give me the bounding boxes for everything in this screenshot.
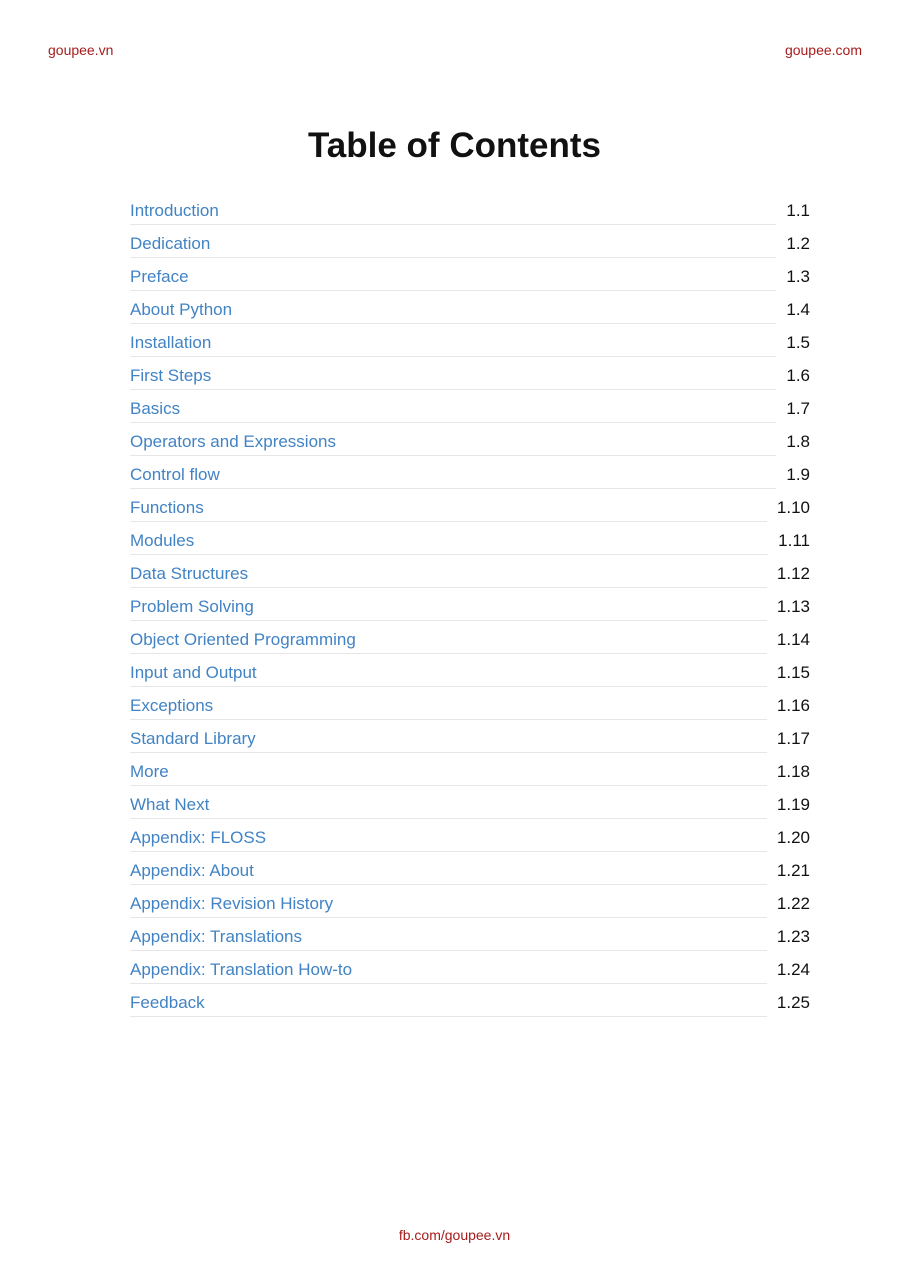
toc-entry: [130, 524, 810, 557]
toc-entry: [130, 260, 810, 293]
toc-entry: [130, 887, 810, 920]
toc-entry-number: 1.4: [786, 300, 810, 319]
toc-entry-link[interactable]: Preface: [130, 260, 776, 291]
toc-entry: [130, 689, 810, 722]
toc-entry-link[interactable]: Dedication: [130, 227, 776, 258]
toc-entry-link[interactable]: Standard Library: [130, 722, 767, 753]
toc-entry-number: 1.23: [776, 927, 810, 946]
toc-entry-link[interactable]: Control flow: [130, 458, 776, 489]
toc-entry-number: 1.25: [776, 993, 810, 1012]
toc-entry-number: 1.11: [778, 531, 810, 550]
toc-entry-number: 1.17: [776, 729, 810, 748]
toc-entry-number: 1.2: [786, 234, 810, 253]
toc-entry-link[interactable]: First Steps: [130, 359, 776, 390]
toc-entry-link[interactable]: What Next: [130, 788, 767, 819]
toc-entry-link[interactable]: Basics: [130, 392, 776, 423]
toc-entry: [130, 392, 810, 425]
toc-entry-number: 1.10: [776, 498, 810, 517]
toc-entry-link[interactable]: Introduction: [130, 194, 776, 225]
toc-entry: [130, 953, 810, 986]
toc-entry-link[interactable]: Appendix: Translation How-to: [130, 953, 767, 984]
toc-entry: [130, 326, 810, 359]
toc-entry-link[interactable]: About Python: [130, 293, 776, 324]
toc-entry: [130, 491, 810, 524]
toc-entry-link[interactable]: Data Structures: [130, 557, 767, 588]
toc-entry-link[interactable]: Appendix: FLOSS: [130, 821, 767, 852]
footer-link-facebook[interactable]: fb.com/goupee.vn: [398, 1227, 511, 1243]
toc-entry: [130, 854, 810, 887]
toc-entry-link[interactable]: Appendix: Revision History: [130, 887, 767, 918]
toc-entry-link[interactable]: Appendix: Translations: [130, 920, 767, 951]
toc-list: [130, 194, 810, 1019]
toc-entry-link[interactable]: Modules: [130, 524, 768, 555]
toc-entry: [130, 920, 810, 953]
toc-entry: [130, 227, 810, 260]
toc-entry: [130, 359, 810, 392]
toc-entry: [130, 656, 810, 689]
toc-entry-number: 1.5: [786, 333, 810, 352]
toc-entry: [130, 557, 810, 590]
toc-entry: [130, 788, 810, 821]
toc-entry-number: 1.12: [776, 564, 810, 583]
toc-entry-number: 1.8: [786, 432, 810, 451]
toc-entry-link[interactable]: Object Oriented Programming: [130, 623, 767, 654]
toc-entry-link[interactable]: Problem Solving: [130, 590, 767, 621]
toc-entry-number: 1.21: [776, 861, 810, 880]
toc-entry: [130, 722, 810, 755]
toc-entry: [130, 590, 810, 623]
header-link-goupee-vn[interactable]: goupee.vn: [48, 42, 114, 58]
toc-entry-link[interactable]: Installation: [130, 326, 776, 357]
toc-entry-number: 1.13: [776, 597, 810, 616]
toc-entry-link[interactable]: Feedback: [130, 986, 767, 1017]
toc-entry-number: 1.19: [776, 795, 810, 814]
toc-entry: [130, 986, 810, 1019]
toc-entry-number: 1.3: [786, 267, 810, 286]
toc-entry-link[interactable]: Functions: [130, 491, 767, 522]
toc-entry-link[interactable]: More: [130, 755, 767, 786]
toc-entry-number: 1.7: [786, 399, 810, 418]
toc-entry: [130, 821, 810, 854]
toc-entry: [130, 293, 810, 326]
toc-entry-number: 1.22: [776, 894, 810, 913]
toc-entry-link[interactable]: Input and Output: [130, 656, 767, 687]
toc-entry-link[interactable]: Operators and Expressions: [130, 425, 776, 456]
toc-entry-number: 1.15: [776, 663, 810, 682]
toc-entry-number: 1.24: [776, 960, 810, 979]
toc-entry: [130, 623, 810, 656]
toc-entry-number: 1.18: [776, 762, 810, 781]
page-title: Table of Contents: [308, 126, 601, 165]
toc-entry-number: 1.16: [776, 696, 810, 715]
toc-entry: [130, 755, 810, 788]
toc-entry-number: 1.1: [786, 201, 810, 220]
toc-entry-number: 1.6: [786, 366, 810, 385]
toc-entry-link[interactable]: Appendix: About: [130, 854, 767, 885]
toc-entry: [130, 425, 810, 458]
toc-entry-number: 1.20: [776, 828, 810, 847]
header-link-goupee-com[interactable]: goupee.com: [784, 42, 862, 58]
toc-entry-link[interactable]: Exceptions: [130, 689, 767, 720]
toc-entry: [130, 194, 810, 227]
toc-entry-number: 1.9: [786, 465, 810, 484]
toc-entry-number: 1.14: [776, 630, 810, 649]
toc-entry: [130, 458, 810, 491]
